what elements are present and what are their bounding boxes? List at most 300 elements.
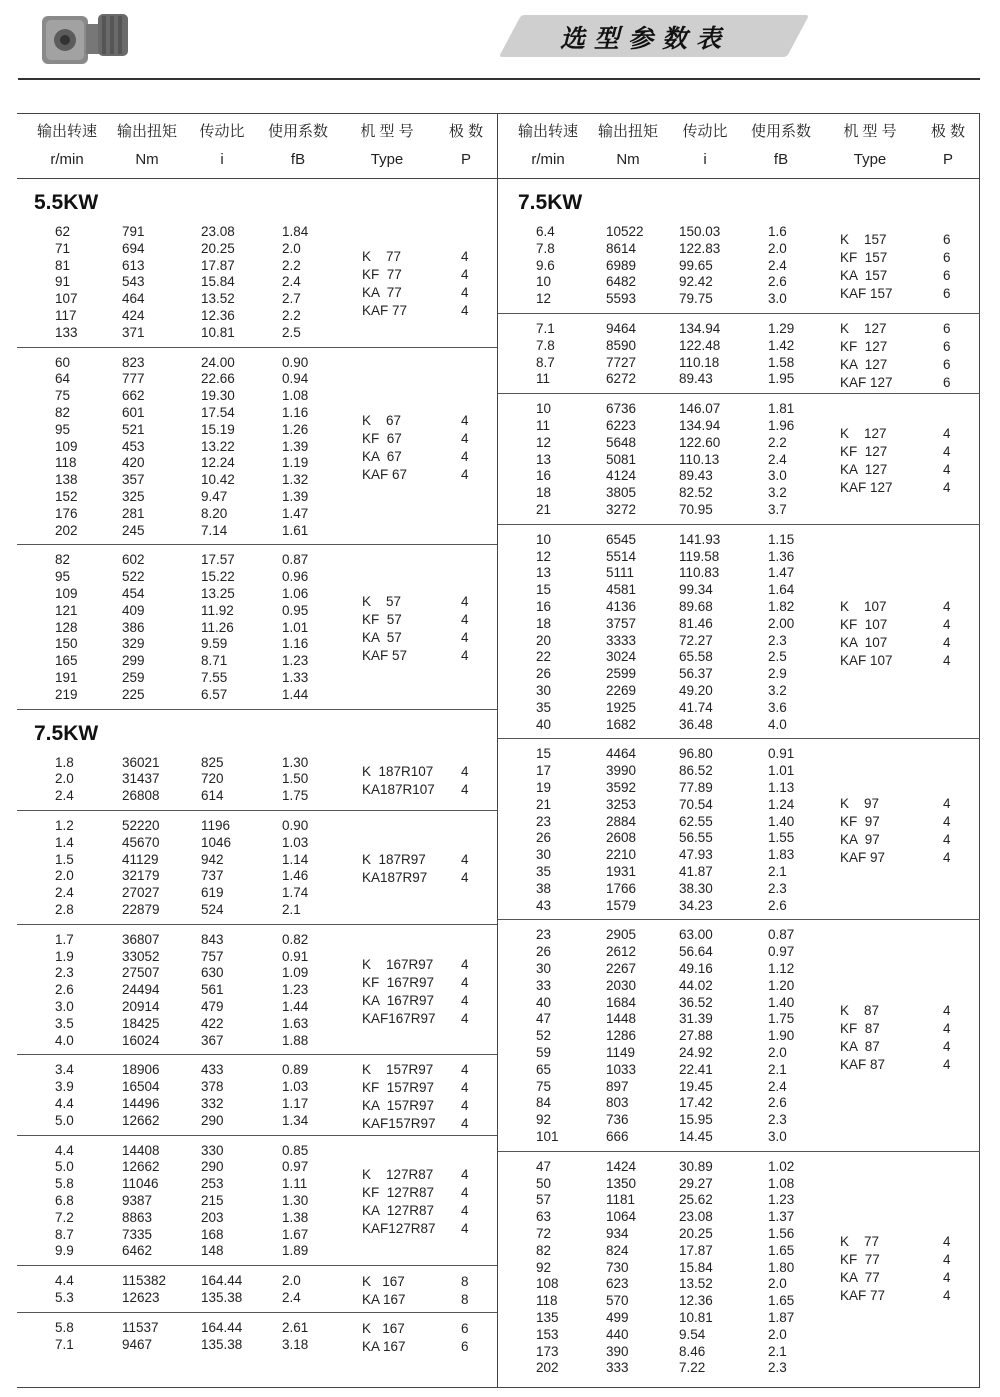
table-row [498, 763, 980, 780]
table-row [498, 1344, 980, 1361]
model-type: KA187R97 [362, 870, 428, 886]
speed-cell: 19 [536, 779, 552, 795]
pole-count: 4 [461, 248, 469, 264]
ratio-cell: 10.42 [201, 472, 235, 488]
torque-cell: 27027 [122, 885, 160, 901]
table-group [498, 314, 980, 394]
type-line [498, 249, 980, 267]
ratio-cell: 253 [201, 1176, 224, 1192]
speed-cell: 52 [536, 1028, 552, 1044]
torque-cell: 1766 [606, 880, 637, 896]
table-row [498, 1176, 980, 1193]
factor-cell: 1.89 [282, 1243, 309, 1259]
table-row [17, 506, 497, 523]
ratio-cell: 110.83 [679, 565, 720, 581]
factor-cell: 1.06 [282, 585, 309, 601]
speed-cell: 191 [55, 669, 78, 685]
table-row [17, 687, 497, 704]
table-row [498, 683, 980, 700]
speed-cell: 11 [536, 371, 551, 387]
table-row [17, 1143, 497, 1160]
torque-cell: 12662 [122, 1112, 160, 1128]
right-header [498, 113, 980, 179]
pole-count: 4 [461, 1221, 469, 1237]
factor-cell: 0.94 [282, 371, 309, 387]
factor-cell: 1.47 [282, 505, 309, 521]
speed-cell: 82 [55, 404, 71, 420]
torque-cell: 1424 [606, 1158, 637, 1174]
speed-cell: 2.0 [55, 868, 74, 884]
factor-cell: 3.0 [768, 1128, 787, 1144]
factor-cell: 0.91 [282, 948, 309, 964]
torque-cell: 390 [606, 1343, 629, 1359]
ratio-cell: 15.19 [201, 421, 235, 437]
speed-cell: 43 [536, 897, 552, 913]
ratio-cell: 8.71 [201, 653, 228, 669]
model-type: K 157 [840, 232, 887, 247]
table-row [498, 502, 980, 519]
type-line [17, 1338, 497, 1356]
speed-cell: 26 [536, 830, 552, 846]
torque-cell: 16504 [122, 1079, 160, 1095]
speed-cell: 219 [55, 686, 78, 702]
model-type: KF 127 [840, 338, 888, 354]
pole-count: 4 [943, 616, 951, 632]
ratio-cell: 31.39 [679, 1011, 713, 1027]
type-list [17, 851, 497, 887]
table-row [17, 523, 497, 540]
torque-cell: 424 [122, 308, 145, 323]
model-type: KA 107 [840, 634, 888, 650]
torque-cell: 325 [122, 488, 145, 504]
ratio-cell: 15.95 [679, 1112, 713, 1128]
pole-count: 4 [943, 479, 951, 495]
torque-cell: 522 [122, 569, 145, 585]
type-line [17, 1273, 497, 1291]
ratio-cell: 825 [201, 754, 224, 770]
torque-cell: 1925 [606, 699, 637, 715]
type-line [17, 430, 497, 448]
table-group [17, 1266, 497, 1313]
model-type: KA 167 [362, 1291, 406, 1307]
torque-cell: 5648 [606, 434, 637, 450]
header-type: 机 型 号 Type [843, 123, 897, 168]
torque-cell: 5514 [606, 548, 637, 564]
speed-cell: 95 [55, 569, 71, 585]
ratio-cell: 164.44 [201, 1273, 243, 1289]
type-line [17, 1097, 497, 1115]
ratio-cell: 619 [201, 885, 224, 901]
ratio-cell: 290 [201, 1159, 224, 1175]
table-group [498, 525, 980, 740]
speed-cell: 40 [536, 716, 552, 732]
torque-cell: 1579 [606, 897, 637, 913]
torque-cell: 8863 [122, 1209, 153, 1225]
factor-cell: 1.36 [768, 548, 795, 564]
type-line [17, 302, 497, 320]
factor-cell: 1.6 [768, 224, 787, 239]
page-title: 选型参数表 [560, 24, 731, 53]
ratio-cell: 524 [201, 902, 224, 917]
table-row [17, 932, 497, 949]
ratio-cell: 422 [201, 1015, 224, 1031]
torque-cell: 371 [122, 324, 145, 340]
torque-cell: 499 [606, 1309, 629, 1325]
factor-cell: 1.40 [768, 994, 795, 1010]
factor-cell: 0.87 [768, 927, 795, 943]
factor-cell: 1.17 [282, 1095, 309, 1111]
ratio-cell: 20.25 [679, 1225, 713, 1241]
factor-cell: 1.83 [768, 847, 795, 863]
ratio-cell: 41.87 [679, 863, 713, 879]
type-line [17, 611, 497, 629]
type-list [498, 598, 980, 670]
torque-cell: 570 [606, 1293, 629, 1309]
table-row [17, 552, 497, 569]
model-type: KF 157R97 [362, 1079, 435, 1095]
pole-count: 4 [461, 781, 469, 797]
factor-cell: 1.39 [282, 438, 309, 454]
ratio-cell: 62.55 [679, 813, 713, 829]
model-type: KA 167 [362, 1338, 406, 1354]
table-row [498, 1079, 980, 1096]
pole-count: 4 [461, 1010, 469, 1026]
ratio-cell: 70.54 [679, 796, 713, 812]
ratio-cell: 215 [201, 1192, 224, 1208]
speed-cell: 2.8 [55, 902, 74, 917]
torque-cell: 3024 [606, 649, 637, 665]
ratio-cell: 164.44 [201, 1319, 243, 1335]
type-line [498, 1056, 980, 1074]
ratio-cell: 134.94 [679, 321, 721, 336]
torque-cell: 1286 [606, 1028, 637, 1044]
pole-count: 6 [943, 320, 951, 336]
torque-cell: 823 [122, 354, 145, 370]
factor-cell: 2.5 [282, 324, 301, 340]
type-list [17, 593, 497, 665]
factor-cell: 1.24 [768, 796, 795, 812]
type-line [17, 448, 497, 466]
speed-cell: 1.7 [55, 931, 74, 947]
table-row [17, 885, 497, 902]
table-group [17, 925, 497, 1056]
torque-cell: 7727 [606, 354, 637, 370]
torque-cell: 4464 [606, 746, 637, 762]
type-line [17, 647, 497, 665]
factor-cell: 1.09 [282, 965, 309, 981]
table-group [17, 755, 497, 811]
ratio-cell: 41.74 [679, 699, 713, 715]
pole-count: 4 [461, 1185, 469, 1201]
table-row [17, 371, 497, 388]
factor-cell: 1.20 [768, 977, 795, 993]
ratio-cell: 11.92 [201, 602, 234, 618]
ratio-cell: 720 [201, 771, 224, 787]
pole-count: 4 [461, 870, 469, 886]
ratio-cell: 12.36 [679, 1293, 713, 1309]
type-line [498, 831, 980, 849]
torque-cell: 2612 [606, 944, 637, 960]
torque-cell: 409 [122, 602, 145, 618]
pole-count: 8 [461, 1291, 469, 1307]
speed-cell: 121 [55, 602, 78, 618]
pole-count: 4 [943, 1002, 951, 1018]
torque-cell: 9467 [122, 1336, 153, 1352]
type-line [498, 616, 980, 634]
ratio-cell: 135.38 [201, 1289, 243, 1305]
table-row [498, 1159, 980, 1176]
type-line [498, 813, 980, 831]
speed-cell: 33 [536, 977, 552, 993]
torque-cell: 3990 [606, 763, 637, 779]
speed-cell: 8.7 [55, 1226, 74, 1242]
factor-cell: 1.75 [768, 1011, 795, 1027]
table-row [498, 549, 980, 566]
factor-cell: 1.32 [282, 472, 309, 488]
ratio-cell: 22.41 [679, 1061, 713, 1077]
factor-cell: 0.87 [282, 552, 309, 568]
type-line [17, 1010, 497, 1028]
torque-cell: 16024 [122, 1032, 160, 1048]
table-row [498, 1310, 980, 1327]
ratio-cell: 12.24 [201, 455, 235, 471]
header-poles: 极 数 P [930, 123, 966, 168]
speed-cell: 72 [536, 1225, 552, 1241]
speed-cell: 15 [536, 582, 552, 598]
speed-cell: 165 [55, 653, 78, 669]
type-list [17, 956, 497, 1028]
factor-cell: 3.2 [768, 485, 787, 501]
pole-count: 6 [943, 374, 951, 390]
model-type: K 77 [840, 1233, 880, 1249]
factor-cell: 1.44 [282, 998, 309, 1014]
type-line [17, 974, 497, 992]
model-type: KA 127 [840, 356, 888, 372]
torque-cell: 33052 [122, 948, 160, 964]
model-type: KAF 97 [840, 850, 886, 866]
factor-cell: 1.02 [768, 1158, 795, 1174]
factor-cell: 1.40 [768, 813, 795, 829]
ratio-cell: 479 [201, 998, 224, 1014]
ratio-cell: 367 [201, 1032, 224, 1048]
table-row [17, 818, 497, 835]
torque-cell: 27507 [122, 965, 160, 981]
ratio-cell: 56.55 [679, 830, 713, 846]
ratio-cell: 23.08 [679, 1209, 713, 1225]
factor-cell: 0.96 [282, 569, 309, 585]
pole-count: 6 [943, 338, 951, 354]
speed-cell: 10 [536, 531, 552, 547]
speed-cell: 26 [536, 944, 552, 960]
speed-cell: 5.8 [55, 1176, 74, 1192]
type-line [498, 443, 980, 461]
speed-cell: 7.1 [55, 1336, 74, 1352]
speed-cell: 202 [55, 522, 78, 538]
torque-cell: 2599 [606, 666, 637, 682]
speed-cell: 75 [55, 388, 71, 404]
factor-cell: 1.81 [768, 401, 795, 417]
ratio-cell: 290 [201, 1112, 224, 1128]
speed-cell: 108 [536, 1276, 559, 1292]
torque-cell: 803 [606, 1095, 629, 1111]
factor-cell: 0.97 [282, 1159, 309, 1175]
ratio-cell: 19.45 [679, 1078, 713, 1094]
type-line [17, 629, 497, 647]
pole-count: 4 [943, 598, 951, 614]
type-line [498, 356, 980, 374]
speed-cell: 202 [536, 1360, 559, 1376]
torque-cell: 14496 [122, 1095, 160, 1111]
factor-cell: 1.39 [282, 488, 309, 504]
type-line [17, 992, 497, 1010]
factor-cell: 2.1 [768, 863, 787, 879]
table-row [498, 582, 980, 599]
factor-cell: 1.15 [768, 531, 795, 547]
ratio-cell: 630 [201, 965, 224, 981]
table-row [498, 944, 980, 961]
type-line [498, 849, 980, 867]
type-line [498, 634, 980, 652]
pole-count: 4 [461, 430, 469, 446]
pole-count: 4 [943, 1233, 951, 1249]
factor-cell: 2.9 [768, 666, 787, 682]
torque-cell: 5111 [606, 565, 635, 581]
table-group [17, 545, 497, 709]
speed-cell: 95 [55, 421, 71, 437]
torque-cell: 6272 [606, 371, 637, 387]
speed-cell: 64 [55, 371, 71, 387]
factor-cell: 1.67 [282, 1226, 309, 1242]
torque-cell: 2608 [606, 830, 637, 846]
factor-cell: 2.6 [768, 897, 787, 913]
ratio-cell: 148 [201, 1243, 224, 1259]
type-line [498, 1251, 980, 1269]
speed-cell: 17 [536, 763, 552, 779]
table-row [498, 898, 980, 915]
model-type: KF 107 [840, 616, 888, 632]
torque-cell: 453 [122, 438, 145, 454]
factor-cell: 1.44 [282, 686, 309, 702]
table-row [498, 780, 980, 797]
type-line [17, 1320, 497, 1338]
pole-count: 4 [461, 611, 469, 627]
factor-cell: 1.74 [282, 885, 309, 901]
ratio-cell: 9.54 [679, 1326, 706, 1342]
pole-count: 4 [461, 1061, 469, 1077]
ratio-cell: 7.55 [201, 669, 228, 685]
factor-cell: 0.89 [282, 1062, 309, 1078]
ratio-cell: 23.08 [201, 224, 235, 239]
type-list [17, 1061, 497, 1133]
ratio-cell: 56.37 [679, 666, 713, 682]
model-type: KA 127R87 [362, 1203, 435, 1219]
type-line [498, 285, 980, 303]
pole-count: 4 [943, 634, 951, 650]
type-line [17, 266, 497, 284]
factor-cell: 2.0 [768, 1326, 787, 1342]
ratio-cell: 134.94 [679, 417, 721, 433]
left-header-rule [17, 178, 497, 179]
ratio-cell: 15.84 [201, 274, 235, 290]
factor-cell: 2.4 [282, 274, 301, 290]
speed-cell: 92 [536, 1259, 552, 1275]
torque-cell: 2884 [606, 813, 637, 829]
torque-cell: 662 [122, 388, 145, 404]
factor-cell: 1.23 [282, 653, 309, 669]
type-list [17, 248, 497, 320]
factor-cell: 2.4 [282, 1289, 301, 1305]
torque-cell: 897 [606, 1078, 629, 1094]
speed-cell: 50 [536, 1175, 552, 1191]
pole-count: 4 [943, 1269, 951, 1285]
torque-cell: 2030 [606, 977, 637, 993]
ratio-cell: 433 [201, 1062, 224, 1078]
model-type: KF 77 [840, 1251, 880, 1267]
ratio-cell: 614 [201, 788, 224, 804]
torque-cell: 521 [122, 421, 145, 437]
pole-count: 4 [461, 466, 469, 482]
torque-cell: 3253 [606, 796, 637, 812]
ratio-cell: 17.87 [201, 257, 235, 273]
speed-cell: 3.5 [55, 1015, 74, 1031]
pole-count: 4 [461, 1097, 469, 1113]
type-line [17, 1184, 497, 1202]
torque-cell: 1684 [606, 994, 637, 1010]
type-line [498, 231, 980, 249]
speed-cell: 30 [536, 960, 552, 976]
type-line [17, 1166, 497, 1184]
type-line [17, 1291, 497, 1309]
pole-count: 8 [461, 1273, 469, 1289]
type-line [498, 374, 980, 392]
pole-count: 4 [943, 850, 951, 866]
torque-cell: 10522 [606, 224, 644, 239]
torque-cell: 454 [122, 585, 145, 601]
ratio-cell: 24.00 [201, 354, 235, 370]
speed-cell: 26 [536, 666, 552, 682]
model-type: KAF 127 [840, 479, 893, 495]
ratio-cell: 122.60 [679, 434, 721, 450]
speed-cell: 153 [536, 1326, 559, 1342]
factor-cell: 1.26 [282, 421, 309, 437]
speed-cell: 4.4 [55, 1142, 74, 1158]
torque-cell: 12662 [122, 1159, 160, 1175]
ratio-cell: 99.34 [679, 582, 713, 598]
table-row [498, 1192, 980, 1209]
ratio-cell: 11.26 [201, 619, 234, 635]
model-type: KF 157 [840, 250, 888, 265]
ratio-cell: 36.52 [679, 994, 713, 1010]
table-row [17, 835, 497, 852]
factor-cell: 0.82 [282, 931, 309, 947]
torque-cell: 824 [606, 1242, 629, 1258]
torque-cell: 464 [122, 291, 145, 307]
type-line [498, 1020, 980, 1038]
torque-cell: 934 [606, 1225, 629, 1241]
factor-cell: 2.4 [768, 451, 787, 467]
factor-cell: 1.37 [768, 1209, 795, 1225]
model-type: K 167 [362, 1320, 405, 1336]
pole-count: 4 [943, 652, 951, 668]
factor-cell: 1.30 [282, 1192, 309, 1208]
factor-cell: 1.38 [282, 1209, 309, 1225]
model-type: KF 167R97 [362, 974, 435, 990]
torque-cell: 3757 [606, 615, 637, 631]
factor-cell: 2.6 [768, 1095, 787, 1111]
pole-count: 4 [461, 1115, 469, 1131]
pole-count: 4 [461, 1079, 469, 1095]
torque-cell: 777 [122, 371, 145, 387]
